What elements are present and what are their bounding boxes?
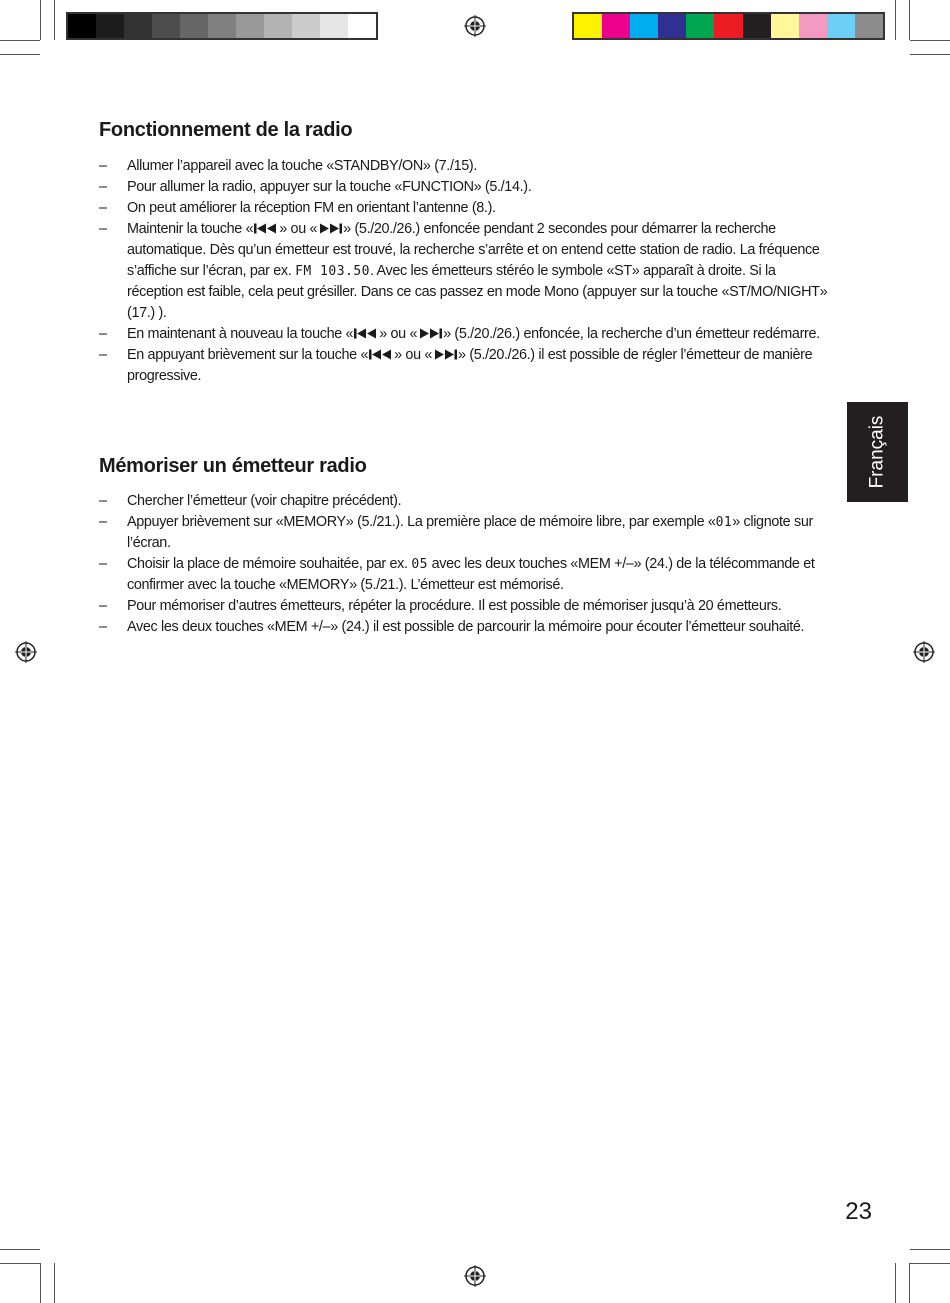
list-item: – Appuyer brièvement sur «MEMORY» (5./21.). La première place de mémoire libre, par exemple «01» clignote sur l’écran.: [99, 514, 813, 551]
crop-mark: [909, 0, 910, 40]
list-item: – Avec les deux touches «MEM +/–» (24.) il est possible de parcourir la mémoire pour écouter l’émetteur souhaité.: [99, 617, 829, 638]
crop-mark: [910, 1249, 950, 1250]
grayscale-swatch: [348, 14, 376, 38]
crop-mark: [40, 0, 41, 40]
radio-operation-list: [99, 156, 829, 387]
grayscale-swatch: [96, 14, 124, 38]
lcd-memory-display: 01: [715, 515, 733, 530]
grayscale-swatch: [68, 14, 96, 38]
crop-mark: [895, 1263, 896, 1303]
color-swatch: [771, 14, 799, 38]
crop-mark: [0, 1263, 40, 1264]
crop-mark: [54, 0, 55, 40]
lcd-memory-display: 05: [411, 557, 428, 572]
color-swatch: [799, 14, 827, 38]
grayscale-swatch: [124, 14, 152, 38]
color-swatch: [686, 14, 714, 38]
list-dash: –: [99, 221, 107, 237]
grayscale-swatch: [264, 14, 292, 38]
color-swatch: [574, 14, 602, 38]
crop-mark: [910, 54, 950, 55]
list-dash: –: [99, 200, 107, 216]
list-dash: –: [99, 179, 107, 195]
grayscale-swatch: [152, 14, 180, 38]
list-dash: –: [99, 556, 107, 572]
grayscale-swatch: [292, 14, 320, 38]
skip-back-icon: [253, 223, 279, 234]
language-tab: [847, 402, 908, 502]
list-dash: –: [99, 619, 107, 635]
color-swatch: [602, 14, 630, 38]
crop-mark: [0, 1249, 40, 1250]
skip-forward-icon: [432, 349, 458, 360]
list-item: – Maintenir la touche « » ou « » (5./20./26.) enfoncée pendant 2 secondes pour démarrer la recherche automatique. Dès qu’un émetteur est trouvé, la recherche s’arrête et on entend cette station de radio. La fréquence s’affiche sur l’écran, par ex. FM 103.50. Avec les émetteurs stéréo le symbole «ST» apparaît à droite. Si la réception est faible, cela peut grésiller. Dans ce cas passez en mode Mono (appuyer sur la touche «ST/MO/NIGHT» (17.) ).: [99, 221, 828, 321]
list-item: – On peut améliorer la réception FM en orientant l’antenne (8.).: [99, 198, 829, 219]
list-item: – En maintenant à nouveau la touche « » ou « » (5./20./26.) enfoncée, la recherche d’un émetteur redémarre.: [99, 324, 829, 345]
crop-mark: [895, 0, 896, 40]
skip-back-icon: [368, 349, 394, 360]
color-swatch: [743, 14, 771, 38]
crop-mark: [54, 1263, 55, 1303]
grayscale-calibration-bar: [66, 12, 378, 40]
list-dash: –: [99, 598, 107, 614]
crop-mark: [0, 40, 40, 41]
color-swatch: [714, 14, 742, 38]
color-swatch: [827, 14, 855, 38]
list-item: – Chercher l’émetteur (voir chapitre précédent).: [99, 491, 829, 512]
section-title-radio-operation: Fonctionnement de la radio: [99, 119, 353, 141]
list-dash: –: [99, 347, 107, 363]
list-item: – Choisir la place de mémoire souhaitée, par ex. 05 avec les deux touches «MEM +/–» (24.) de la télécommande et confirmer avec la touche «MEMORY» (5./21.). L’émetteur est mémorisé.: [99, 556, 815, 593]
language-tab-label: Français: [866, 415, 888, 489]
registration-mark-icon: [464, 15, 486, 37]
list-dash: –: [99, 326, 107, 342]
skip-forward-icon: [317, 223, 343, 234]
list-item: – Pour allumer la radio, appuyer sur la touche «FUNCTION» (5./14.).: [99, 177, 829, 198]
skip-forward-icon: [417, 328, 443, 339]
crop-mark: [0, 54, 40, 55]
grayscale-swatch: [208, 14, 236, 38]
grayscale-swatch: [236, 14, 264, 38]
list-dash: –: [99, 158, 107, 174]
color-calibration-bar: [572, 12, 885, 40]
list-item: – Allumer l’appareil avec la touche «STANDBY/ON» (7./15).: [99, 156, 829, 177]
grayscale-swatch: [320, 14, 348, 38]
list-item: – En appuyant brièvement sur la touche « » ou « » (5./20./26.) il est possible de régler l’émetteur de manière progressive.: [99, 347, 813, 384]
registration-mark-icon: [913, 641, 935, 663]
registration-mark-icon: [15, 641, 37, 663]
list-dash: –: [99, 514, 107, 530]
section-title-store-station: Mémoriser un émetteur radio: [99, 455, 367, 477]
skip-back-icon: [353, 328, 379, 339]
crop-mark: [910, 40, 950, 41]
list-dash: –: [99, 493, 107, 509]
color-swatch: [658, 14, 686, 38]
color-swatch: [630, 14, 658, 38]
color-swatch: [855, 14, 883, 38]
store-station-list: [99, 491, 829, 638]
crop-mark: [40, 1263, 41, 1303]
crop-mark: [910, 1263, 950, 1264]
page-number: 23: [845, 1198, 872, 1225]
crop-mark: [909, 1263, 910, 1303]
grayscale-swatch: [180, 14, 208, 38]
registration-mark-icon: [464, 1265, 486, 1287]
lcd-frequency-display: FM 103.50: [295, 264, 371, 279]
list-item: – Pour mémoriser d’autres émetteurs, répéter la procédure. Il est possible de mémoriser jusqu’à 20 émetteurs.: [99, 596, 829, 617]
